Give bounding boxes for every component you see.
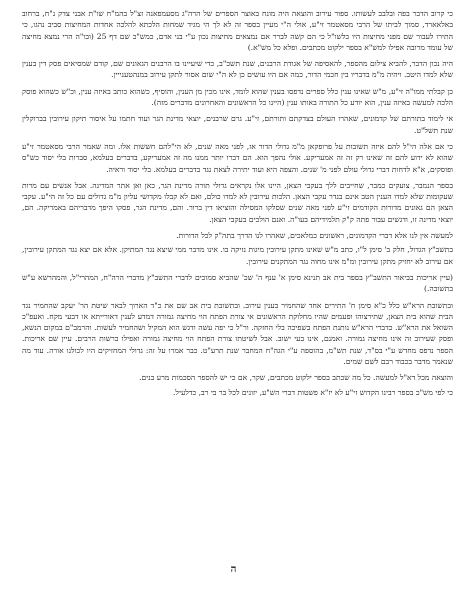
paragraph-2: היה נכון הדבר, להביא צילום מהספר, להאסיפה של אגודת הרבנים, שנת תשכ"ב, כדי שיעיינו בו הרבנים הגאונים שם, קודם שמסיאים פסק דין בענין שלא למדו היטב. ויהיה מ"מ בדבריו בין חכמי הדור, כמה אם היו עושים כן לא ה"י שום אסור לתקן עירוב במנהטענייין. (22, 59, 453, 80)
paragraph-6: בספר הנמבר, צועקים כמבר, שחייבים ללך בעקבי הצאן, היינו אלו נקראים גדולי תורה מדינת הגר, כאן ואן אתר המדינה. אבל אנשים עם מרות שעקומות שלא למדו הענין הטב אינם בגדר עקבי הצאן. הלכות עירובין לא למדו כולם, ואם לא קבלו מקדושי עליון מ"מ גדולים עם כל זה הי"ע. עקבי הצאן הם גאונים מדורות הקודמים זי"ע לפני מאה שנים שסלקו המסילה והוציאו דין ברור. והם, מדינת הגר, פסקו היפך מדבריהם באמריקה. הם, יוצאי מדינה זו, ודגשים עבור פתה ק"ק תלמידיהם בעו"ה. ואנם הולכים בעקבי הצאן. (22, 180, 453, 224)
paragraph-7: למעשה אין לנו אלא דברי הקדמונים, ראשונים כמלאכים, שאהרו לנו הדרך בתה"ק לכל הדורות. (176, 231, 453, 241)
paragraph-4: אי לימוד בתורתם של קדמונים, שאהרו העולם בצדקתם ותורתם, זי"ע. גרם שרבנים, יוצאי מדינת הגר ועוד חתמו על איסור תיקון עירובין בברוקלין שנת תשל"ט. (22, 114, 453, 135)
paragraph-3: כן קבלתי ממו"ה זי"ע, מ"ש שאינו ענין כלל ספרים נדפסו בענין שהוא לומד, אינו מכין מן הענין, והוסיף, כשהוא כותב באיזה ענין, וכ"ש כשהוא פוסק הלכה למעשה באיזה ענין, הוא יודע כל התורה באותו ענין (היינו כל הראשונים והאחרונים מדברים מזה). (22, 86, 453, 108)
paragraph-1: כי קרוב הדבר בפה ובלבב לעשותו. ספור עירוב והוצאה היה מונח באוצר הספרים של הרה"ג מסעמפאנה זצ"ל בהמ"ח שו"ת אבני צדק נ"ח, ברחוב באלאארד, סמוך לביתו של הרבי מסאטמר זי"ע, אולי ה"י מעיין בספר זה לא לך הי מגיד שמחות הלכתא להלכה אחדות המחיצות סביב נהגו, כי התירו לעבור שם מפני מחיצות היו בלשו"ל כי הם קשה לברר אם נמצאים מחיצות נכון ע"י בני אדם, כמש"כ שם דף 25 (ובו"ה הרי נמצא מחיצה של עומד מרובה אפילו למש"א בספר ילקוט מכתבים. ופלא כל מש"א.) (22, 9, 453, 52)
paragraph-11: והוצאה מכל דא"ל למעשה. כל מה שכתב בספר ילקוט מכתבים, שקר, אם כי יש להספר הסכמות מרע בנים. (139, 373, 453, 383)
paragraph-8: בתשב"ץ הגדול, חלק ב' סימן ל"ו, כתב מ"ש שאינו מתקן עירובין מיגות נזיקה בו. אינו מדבר ממי שיצא נגד המתיקן. אלא אם יצא נגד המתקן עירובין, אם עירוב לא יחזיק מתקן עירובין ומ"מ אינו מחוה נגד המתקנים עירובין. (22, 245, 453, 266)
page-number: ה (230, 564, 237, 575)
paragraph-10: ובתשובת הרא"ש כלל כ"א סימן ח' התירים אחד שהחמיר בענין עירוב. ובתשובת בית אב שם את כ"ד הארוך לבאר שיטת הר' יעקב שהחמיר נגד הבית שהוא בית הצאן, שתירצוהו ופעמים שהיו מחלוקת הראשונים אי צורת הפתח הוי מחיצה גמורה דמדע לענין דאורייתא או דבעי מקח. ואעפ"כ השואל את הרא"ש. כדברי הרא"ש נותנת הפתח בשפיכה בלי החזקה. ור"ל כי יפה עשה ודגש הוא המקיל ושהחמיר לעשות. והרמב"ם במקום הנשא, ופסק שעירוב זה אינו מחיצה גמורה. ואמנם, אינו בעי ישוב. אבל לשיטתו צורת הפתח הוי מחיצה גמורה ואפילו ברשות הרבים. עיין שם אריכות. הספר נדפס מחדש ע"י בס"ד, שנת תש"מ, בהוספה ע"י הגה"ח המחבר שנת תרע"ט. כבר אמרו על זה: גדולי המחזיקים היו לכולנו אורה. עוד מה שנאמר מדבר בכבוד רבם לשם שמים. (22, 300, 453, 367)
paragraph-5: כי אם אלה הי"ל להם איזה תשובות על פרופקאן מ"מ גדולי הדור אז, לפני מאה שנים, לא הי"להם חששות אלו. ומה שאמר הרבי מסאטמר זי"ע שהוא לא ידוע להם זה שאינו רק זה זה אמעריקע. אולי נהפך הוא. הם דברו יותר ממנו מה זה אמעריקע, בדברים בעלמא, סברות בלי יסוד כש"ס ופוסקים, א"א לדחות דברי גדולי עולם לפני מ' שנים. והצפה היא ועוד יתירה לצאת נגד בדברים בעלמא. בלי יסוד וראיה. (22, 141, 453, 174)
paragraph-12: כי לפי מש"כ בספר רבינו הקדוש זי"ע לא יז"א פשטות דברי הש"ע, יזונים לכל בר בי רב, כדלעיל. (173, 387, 453, 397)
paragraph-9: (עיין אריכות בביאור התשב"ץ בספר בית אב תנינא סימן א' ענף ה' שכ' שהביא סמוכים לדברי התשב"ץ מדברי הרה"ח, המהרי"ל, והמהרשא ע"ש בתשובה.) (22, 272, 453, 294)
